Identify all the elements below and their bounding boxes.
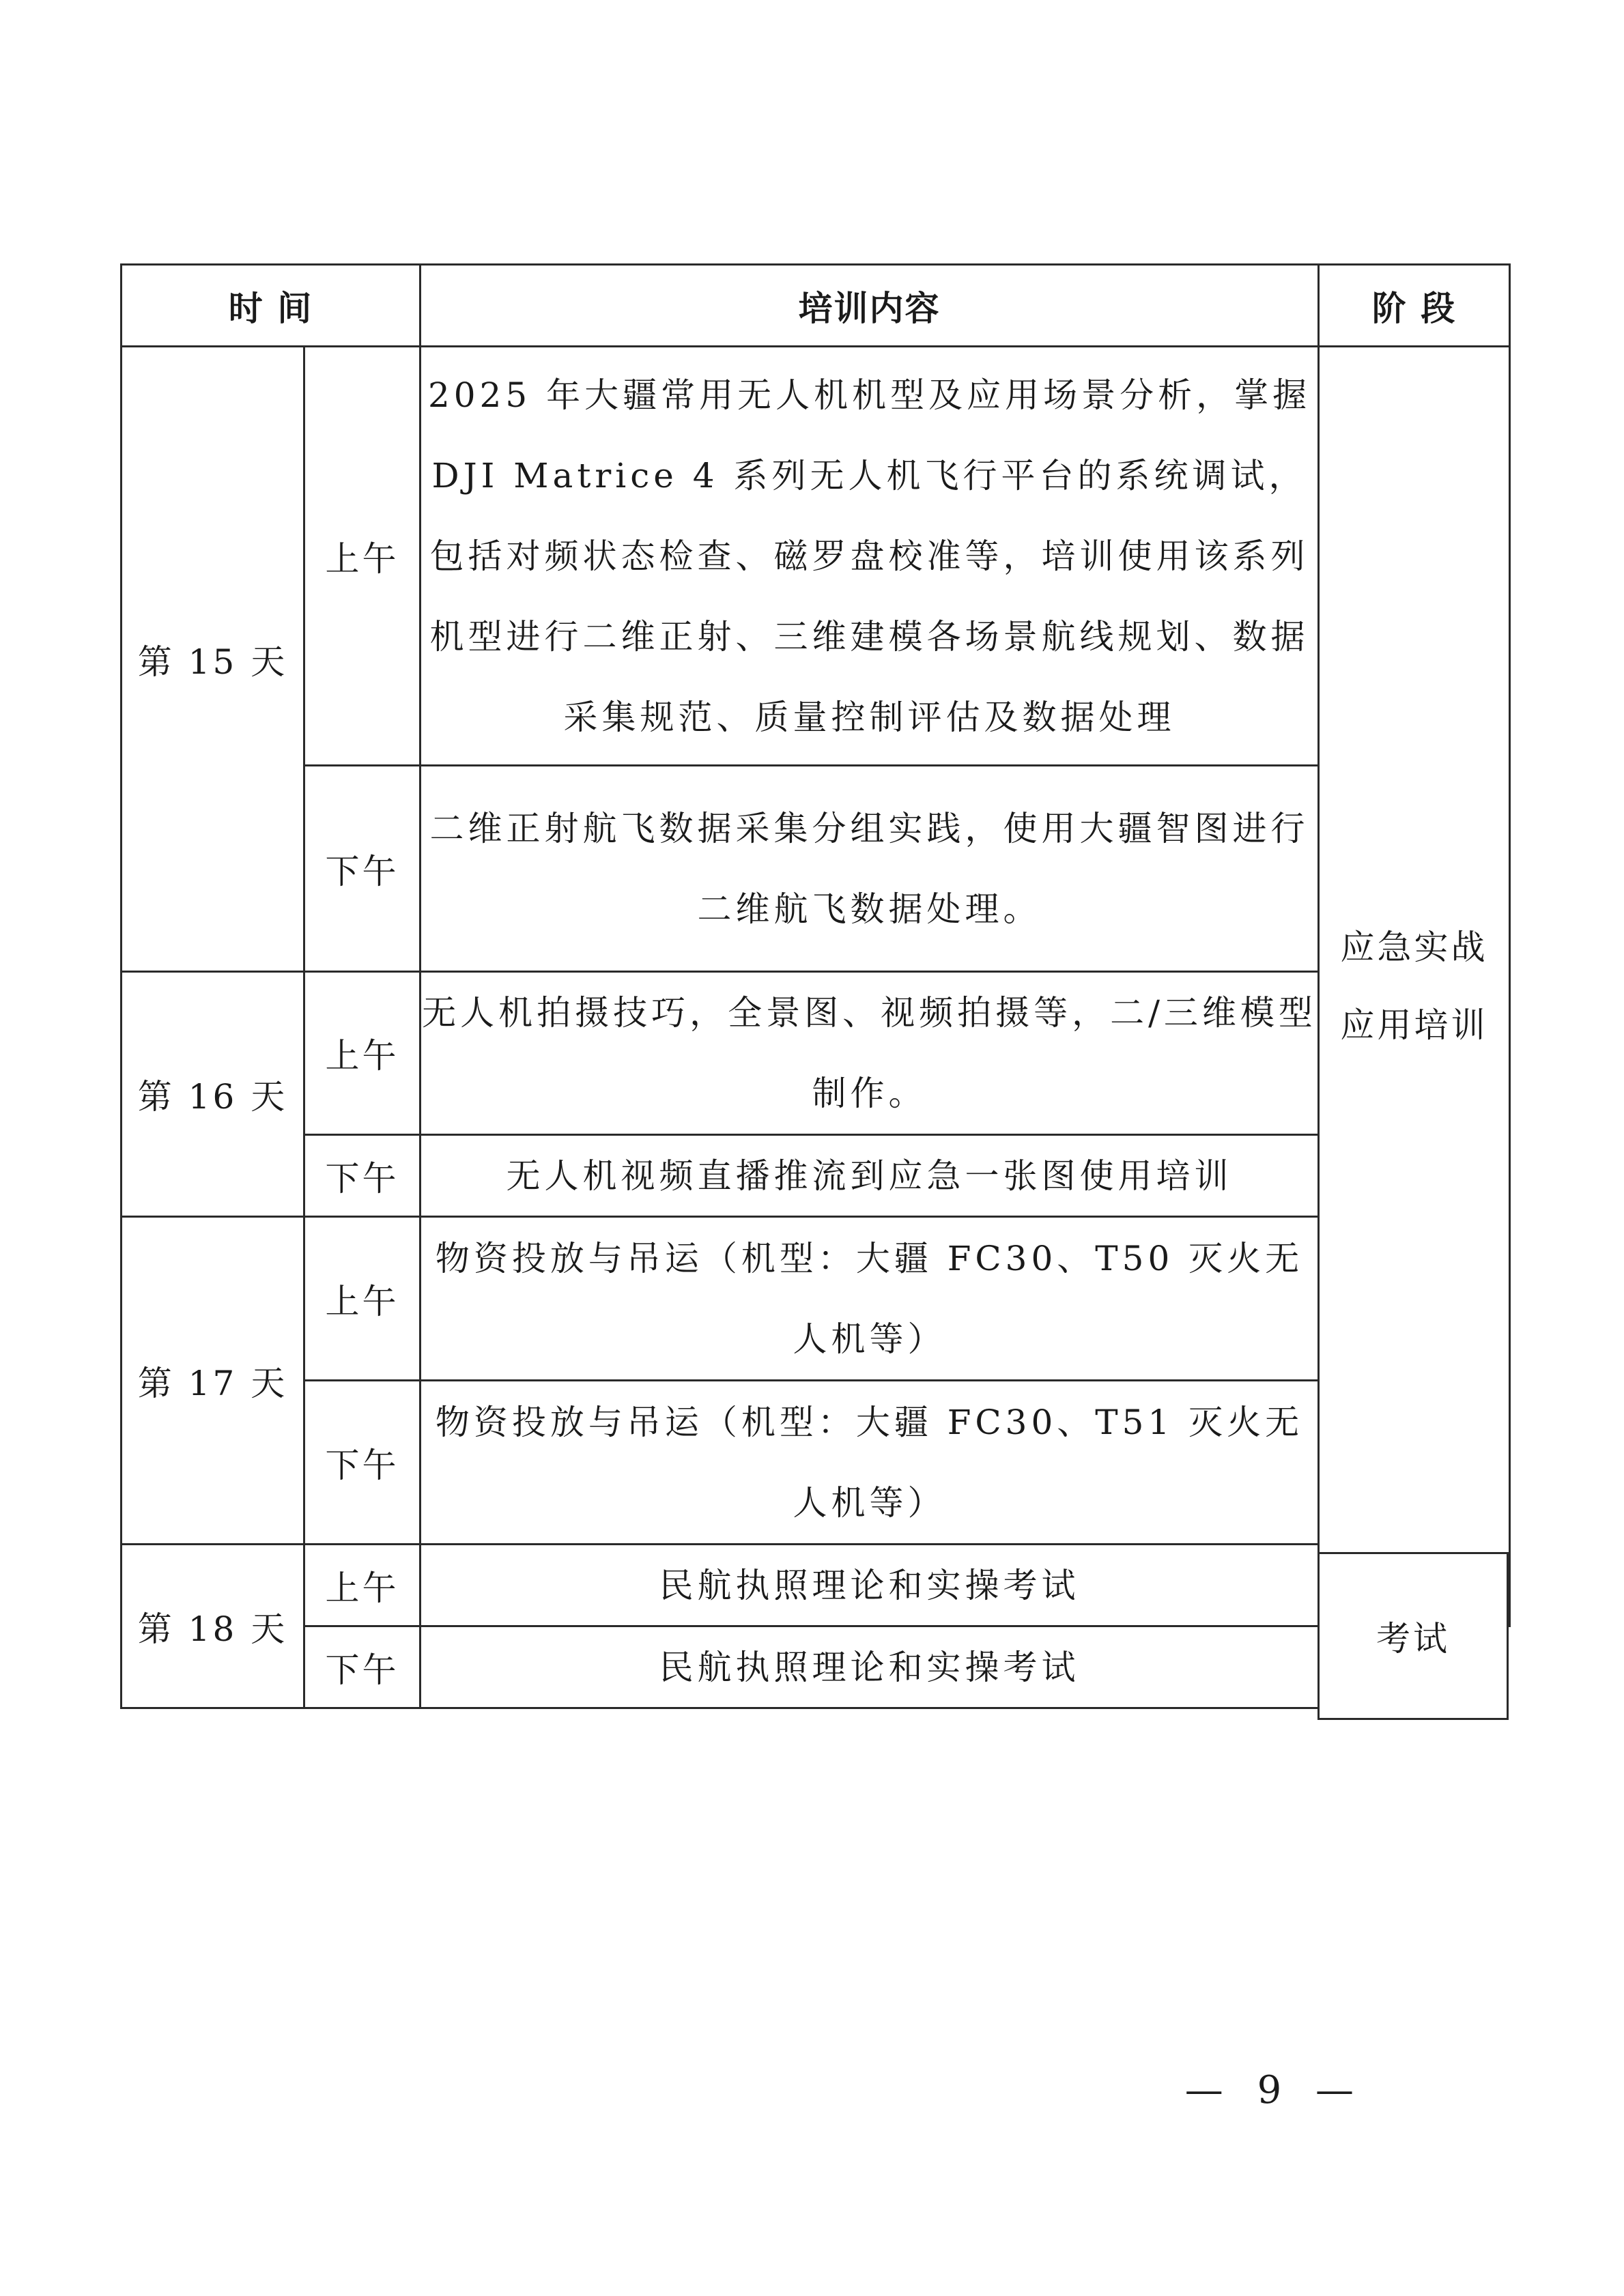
table-row xyxy=(122,347,1510,766)
table-row xyxy=(122,1135,1510,1217)
day-15-cell: 第 15 天 xyxy=(122,347,304,972)
table-row xyxy=(122,1217,1510,1381)
day-18-am-content: 民航执照理论和实操考试 xyxy=(421,1545,1319,1626)
day-18-pm-content: 民航执照理论和实操考试 xyxy=(421,1626,1319,1708)
stage-practical-cell xyxy=(1319,347,1510,1626)
day-17-cell: 第 17 天 xyxy=(122,1217,304,1545)
header-time: 时 间 xyxy=(122,265,421,347)
day-16-am-label: 上午 xyxy=(304,972,421,1135)
table-row xyxy=(122,972,1510,1135)
stage-exam-cell xyxy=(1317,1552,1509,1720)
day-15-pm-label: 下午 xyxy=(304,766,421,972)
table-row xyxy=(122,1545,1510,1626)
day-17-am-content: 物资投放与吊运（机型：大疆 FC30、T50 灭火无人机等） xyxy=(421,1217,1319,1381)
day-18-am-label: 上午 xyxy=(304,1545,421,1626)
day-15-am-content: 2025 年大疆常用无人机机型及应用场景分析，掌握 DJI Matrice 4 系列无人机飞行平台的系统调试，包括对频状态检查、磁罗盘校准等，培训使用该系列机型进行二维正射、三维建模各场景航线规划、数据采集规范、质量控制评估及数据处理 xyxy=(421,347,1319,766)
training-schedule-table xyxy=(120,263,1511,1709)
stage-exam-label: 考试 xyxy=(1376,1619,1450,1659)
header-stage: 阶 段 xyxy=(1319,265,1510,347)
stage-practical-label: 应急实战应用培训 xyxy=(1340,928,1488,1045)
day-17-pm-label: 下午 xyxy=(304,1381,421,1545)
day-16-am-content: 无人机拍摄技巧，全景图、视频拍摄等，二/三维模型制作。 xyxy=(421,972,1319,1135)
header-content: 培训内容 xyxy=(421,265,1319,347)
day-15-pm-content: 二维正射航飞数据采集分组实践，使用大疆智图进行二维航飞数据处理。 xyxy=(421,766,1319,972)
day-16-cell: 第 16 天 xyxy=(122,972,304,1217)
page-number: — 9 — xyxy=(1184,2068,1365,2112)
table-row xyxy=(122,766,1510,972)
day-18-cell: 第 18 天 xyxy=(122,1545,304,1708)
table-header-row xyxy=(122,265,1510,347)
day-16-pm-label: 下午 xyxy=(304,1135,421,1217)
day-18-pm-label: 下午 xyxy=(304,1626,421,1708)
day-17-am-label: 上午 xyxy=(304,1217,421,1381)
day-15-am-label: 上午 xyxy=(304,347,421,766)
table-row xyxy=(122,1626,1510,1708)
table-row xyxy=(122,1381,1510,1545)
day-17-pm-content: 物资投放与吊运（机型：大疆 FC30、T51 灭火无人机等） xyxy=(421,1381,1319,1545)
day-16-pm-content: 无人机视频直播推流到应急一张图使用培训 xyxy=(421,1135,1319,1217)
